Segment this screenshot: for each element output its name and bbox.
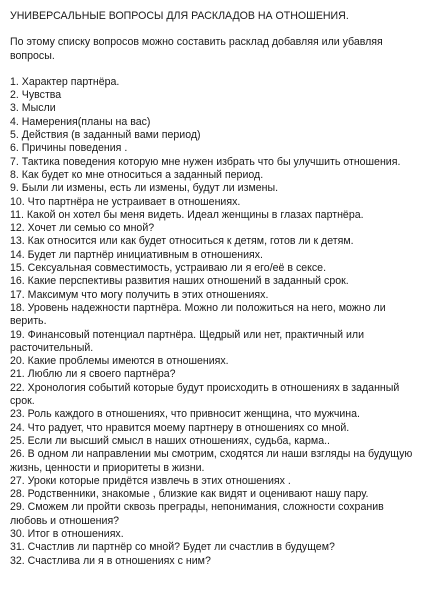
list-item: 25. Если ли высший смысл в наших отношениях, судьба, карма.. xyxy=(10,434,330,447)
list-item: 8. Как будет ко мне относиться а заданный период. xyxy=(10,168,264,181)
list-item: 9. Были ли измены, есть ли измены, будут ли измены. xyxy=(10,182,279,195)
list-item: 28. Родственники, знакомые , близкие как видят и оценивают нашу пару. xyxy=(10,488,369,501)
list-item: 6. Причины поведения . xyxy=(10,142,128,155)
list-item: 30. Итог в отношениях. xyxy=(10,527,124,540)
list-item: 32. Счастлива ли я в отношениях с ним? xyxy=(10,554,211,567)
list-item: 12. Хочет ли семью со мной? xyxy=(10,222,155,235)
list-item: 4. Намерения(планы на вас) xyxy=(10,115,151,128)
list-item: 26. В одном ли направлении мы смотрим, сходятся ли наши взгляды на будущую жизнь, ценности и приоритеты в жизни. xyxy=(10,448,413,474)
list-item: 31. Счастлив ли партнёр со мной? Будет ли счастлив в будущем? xyxy=(10,541,335,554)
list-item: 5. Действия (в заданный вами период) xyxy=(10,129,201,142)
list-item: 2. Чувства xyxy=(10,89,62,102)
list-item: 27. Уроки которые придётся извлечь в этих отношениях . xyxy=(10,474,291,487)
list-item: 23. Роль каждого в отношениях, что привносит женщина, что мужчина. xyxy=(10,408,360,421)
list-item: 10. Что партнёра не устраивает в отношениях. xyxy=(10,195,241,208)
list-item: 3. Мысли xyxy=(10,102,56,115)
list-item: 13. Как относится или как будет относиться к детям, готов ли к детям. xyxy=(10,235,354,248)
list-item: 24. Что радует, что нравится моему партнеру в отношениях со мной. xyxy=(10,421,350,434)
list-item: 17. Максимум что могу получить в этих отношениях. xyxy=(10,288,269,301)
list-item: 29. Сможем ли пройти сквозь преграды, непонимания, сложности сохранив любовь и отношения? xyxy=(10,501,384,527)
list-item: 15. Сексуальная совместимость, устраиваю ли я его/её в сексе. xyxy=(10,262,327,275)
list-item: 19. Финансовый потенциал партнёра. Щедрый или нет, практичный или расточительный. xyxy=(10,328,365,354)
list-item: 22. Хронология событий которые будут происходить в отношениях в заданный срок. xyxy=(10,381,400,408)
document-intro: По этому списку вопросов можно составить расклад добавляя или убавляя вопросы. xyxy=(10,36,383,62)
list-item: 14. Будет ли партнёр инициативным в отношениях. xyxy=(10,248,263,261)
list-item: 16. Какие перспективы развития наших отношений в заданный срок. xyxy=(10,275,349,288)
list-item: 18. Уровень надежности партнёра. Можно ли положиться на него, можно ли верить. xyxy=(10,301,386,328)
question-list xyxy=(10,76,416,568)
list-item: 20. Какие проблемы имеются в отношениях. xyxy=(10,355,229,368)
list-item: 11. Какой он хотел бы меня видеть. Идеал женщины в глазах партнёра. xyxy=(10,208,364,221)
document-title: УНИВЕРСАЛЬНЫЕ ВОПРОСЫ ДЛЯ РАСКЛАДОВ НА ОТНОШЕНИЯ. xyxy=(10,10,349,22)
list-item: 7. Тактика поведения которую мне нужен избрать что бы улучшить отношения. xyxy=(10,155,401,168)
list-item: 21. Люблю ли я своего партнёра? xyxy=(10,368,176,381)
list-item: 1. Характер партнёра. xyxy=(10,75,120,88)
